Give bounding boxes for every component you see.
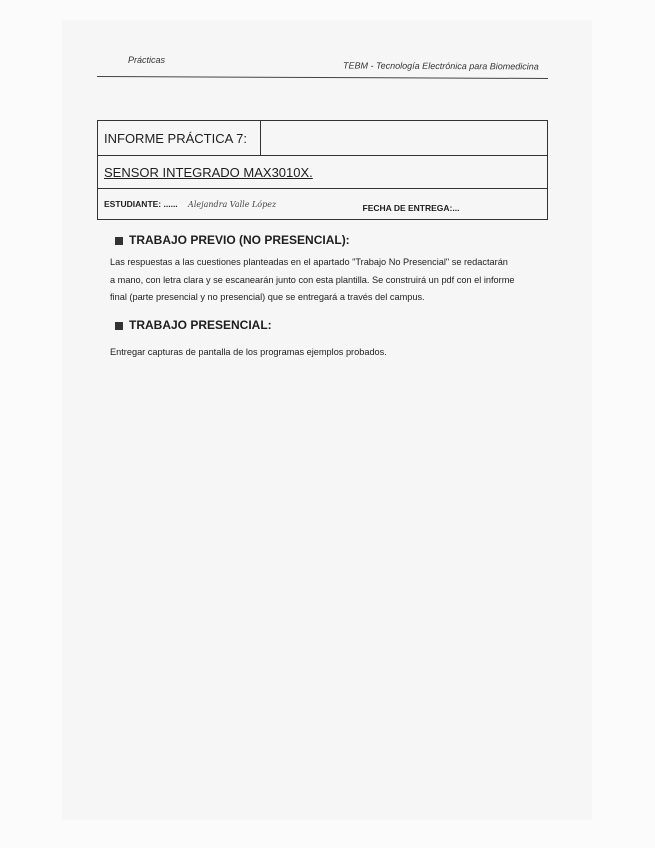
report-title: INFORME PRÁCTICA 7: (98, 121, 261, 156)
square-bullet-icon (115, 322, 123, 330)
section-heading-presencial: TRABAJO PRESENCIAL: (115, 318, 272, 332)
date-label: FECHA DE ENTREGA:... (362, 203, 460, 213)
section-paragraph-presencial (110, 344, 387, 362)
paragraph-line: Entregar capturas de pantalla de los programas ejemplos probados. (110, 347, 387, 357)
paragraph-line: final (parte presencial y no presencial) que se entregará a través del campus. (110, 292, 425, 302)
square-bullet-icon (115, 237, 123, 245)
report-subtitle: SENSOR INTEGRADO MAX3010X. (98, 156, 548, 189)
paragraph-line: Las respuestas a las cuestiones planteadas en el apartado "Trabajo No Presencial" se redactarán (110, 257, 508, 267)
header-left: Prácticas (128, 55, 166, 65)
paragraph-line: a mano, con letra clara y se escanearán junto con esta plantilla. Se construirá un pdf con el informe (110, 274, 515, 285)
report-form-table (97, 120, 548, 220)
student-row (98, 189, 548, 220)
header-right: TEBM - Tecnología Electrónica para Biomedicina (342, 60, 539, 72)
student-name-handwritten: Alejandra Valle López (188, 200, 277, 209)
report-title-blank-cell (261, 121, 548, 156)
section-paragraph-previo (110, 254, 514, 307)
student-label: ESTUDIANTE: ...... (104, 199, 178, 209)
section-heading-previo: TRABAJO PREVIO (NO PRESENCIAL): (115, 233, 350, 247)
